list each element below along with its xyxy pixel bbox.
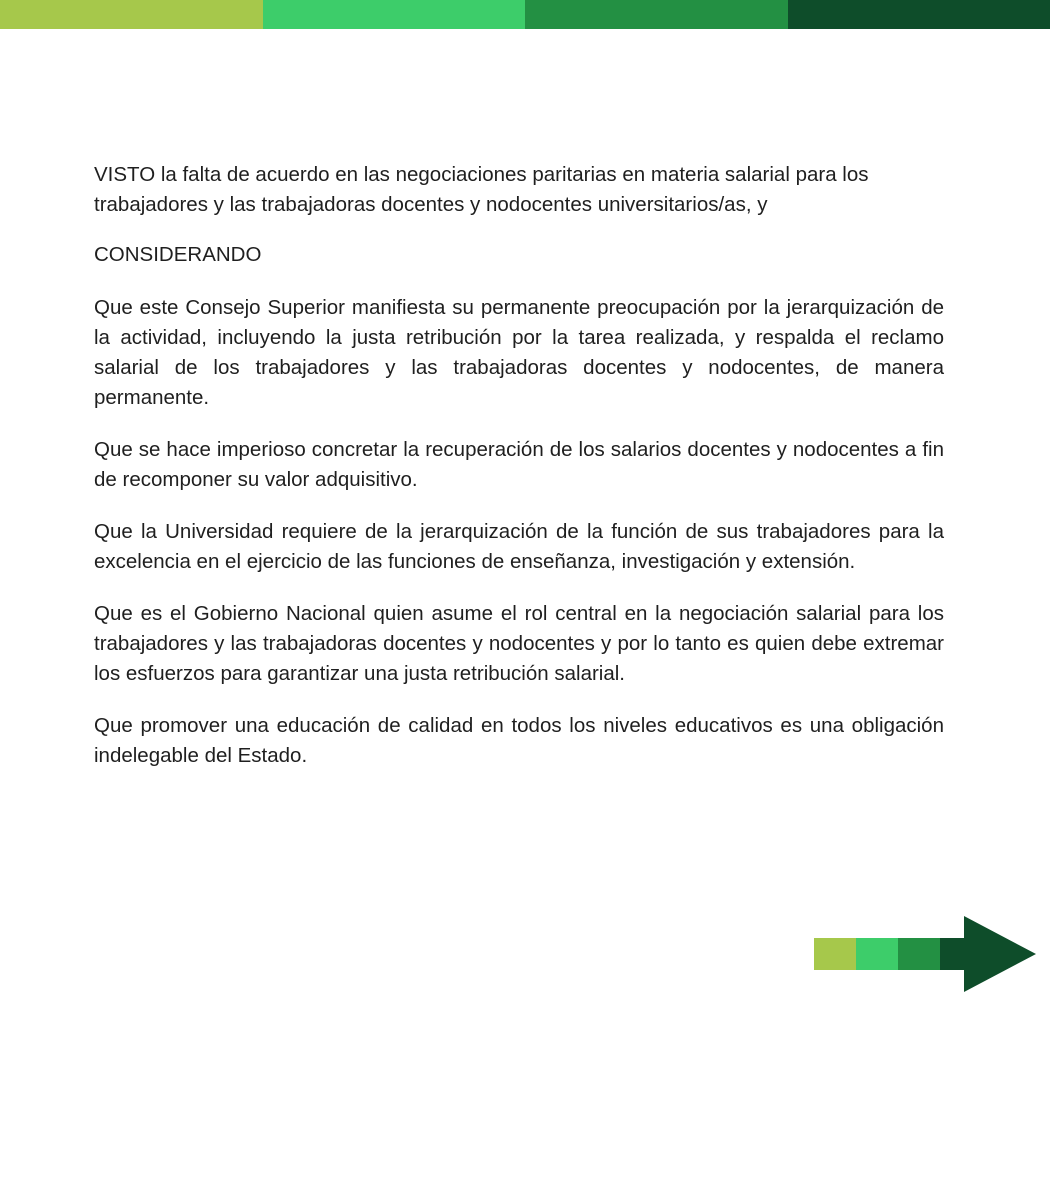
considerando-paragraph: Que es el Gobierno Nacional quien asume el rol central en la negociación salarial para los trabajadores y las trabajadoras docentes y nodocentes y por lo tanto es quien debe extremar los esfuerzos para garantizar una justa retribución salarial. — [94, 602, 944, 685]
arrow-segment-light-green — [856, 938, 898, 970]
arrow-segment-lime — [814, 938, 856, 970]
document-body — [94, 160, 944, 793]
top-bar-segment-lime — [0, 0, 263, 29]
arrow-head — [940, 916, 1036, 992]
top-bar-segment-dark-green — [788, 0, 1050, 29]
arrow-right-icon[interactable] — [814, 916, 1038, 992]
top-color-bar — [0, 0, 1050, 29]
considerando-paragraph: Que este Consejo Superior manifiesta su permanente preocupación por la jerarquización de la actividad, incluyendo la justa retribución por la tarea realizada, y respalda el reclamo salarial de los trabajadores y las trabajadoras docentes y nodocentes, de manera permanente. — [94, 296, 944, 409]
considerando-paragraph: Que la Universidad requiere de la jerarquización de la función de sus trabajadores para la excelencia en el ejercicio de las funciones de enseñanza, investigación y extensión. — [94, 520, 944, 573]
top-bar-segment-mid-green — [525, 0, 788, 29]
arrow-segment-mid-green — [898, 938, 940, 970]
considerando-heading: CONSIDERANDO — [94, 243, 262, 266]
considerando-paragraph: Que promover una educación de calidad en todos los niveles educativos es una obligación indelegable del Estado. — [94, 714, 944, 767]
considerando-paragraph: Que se hace imperioso concretar la recuperación de los salarios docentes y nodocentes a fin de recomponer su valor adquisitivo. — [94, 438, 944, 491]
intro-paragraph: VISTO la falta de acuerdo en las negociaciones paritarias en materia salarial para los trabajadores y las trabajadoras docentes y nodocentes universitarios/as, y — [94, 163, 869, 216]
top-bar-segment-light-green — [263, 0, 526, 29]
